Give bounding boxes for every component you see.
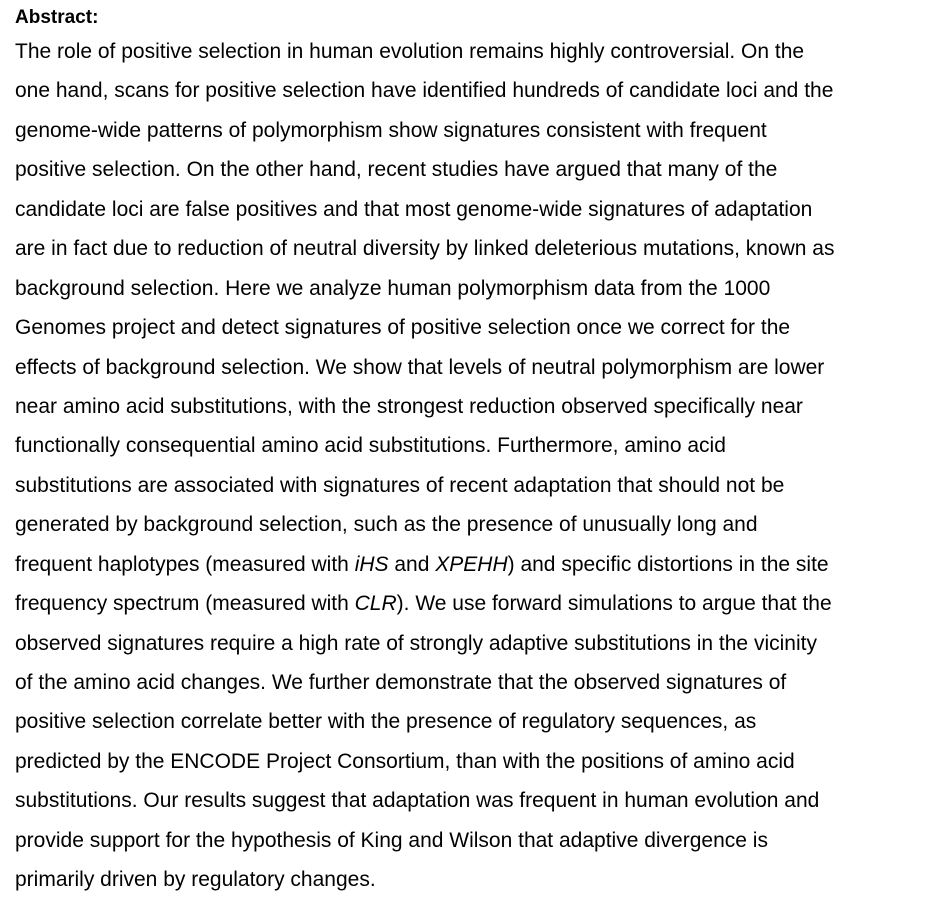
text-segment: ). We use forward simulations to argue that the [396, 592, 832, 616]
text-segment: are in fact due to reduction of neutral diversity by linked deleterious mutations, known as [15, 237, 835, 261]
abstract-line [15, 742, 917, 781]
abstract-line [15, 702, 917, 741]
italic-term: XPEHH [435, 552, 508, 576]
abstract-line [15, 466, 917, 505]
abstract-line [15, 190, 917, 229]
text-segment: positive selection. On the other hand, recent studies have argued that many of the [15, 158, 778, 182]
text-segment: substitutions. Our results suggest that adaptation was frequent in human evolution and [15, 789, 820, 813]
abstract-line [15, 663, 917, 702]
abstract-line [15, 71, 917, 110]
italic-term: iHS [354, 552, 389, 576]
text-segment: substitutions are associated with signatures of recent adaptation that should not be [15, 473, 785, 497]
text-segment: of the amino acid changes. We further demonstrate that the observed signatures of [15, 671, 787, 694]
abstract-line [15, 860, 917, 899]
text-segment: frequent haplotypes (measured with [15, 552, 355, 576]
abstract-heading: Abstract: [15, 7, 99, 28]
text-segment: ) and specific distortions in the site [507, 552, 829, 576]
text-segment: near amino acid substitutions, with the strongest reduction observed specifically near [15, 394, 803, 418]
text-segment: generated by background selection, such as the presence of unusually long and [15, 513, 758, 537]
text-segment: primarily driven by regulatory changes. [15, 868, 376, 892]
abstract-line [15, 624, 917, 663]
text-segment: positive selection correlate better with the presence of regulatory sequences, as [15, 710, 757, 734]
abstract-line [15, 584, 917, 623]
text-segment: The role of positive selection in human evolution remains highly controversial. On the [15, 40, 805, 63]
abstract-body [15, 32, 917, 900]
text-segment: and [388, 552, 436, 576]
text-segment: one hand, scans for positive selection have identified hundreds of candidate loci and the [15, 79, 834, 103]
abstract-line [15, 348, 917, 387]
abstract-line [15, 505, 917, 544]
text-segment: observed signatures require a high rate of strongly adaptive substitutions in the vicinity [15, 631, 817, 655]
text-segment: effects of background selection. We show that levels of neutral polymorphism are lower [15, 355, 825, 379]
text-segment: predicted by the ENCODE Project Consortium, than with the positions of amino acid [15, 749, 795, 773]
abstract-line [15, 229, 917, 268]
text-segment: genome-wide patterns of polymorphism show signatures consistent with frequent [15, 118, 767, 142]
text-segment: candidate loci are false positives and that most genome-wide signatures of adaptation [15, 197, 813, 221]
abstract-line [15, 111, 917, 150]
abstract-line [15, 32, 917, 71]
text-segment: functionally consequential amino acid substitutions. Furthermore, amino acid [15, 434, 726, 458]
italic-term: CLR [354, 592, 397, 616]
abstract-line [15, 150, 917, 189]
text-segment: provide support for the hypothesis of King and Wilson that adaptive divergence is [15, 828, 768, 852]
abstract-line [15, 269, 917, 308]
text-segment: background selection. Here we analyze human polymorphism data from the 1000 [15, 276, 771, 300]
abstract-line [15, 426, 917, 465]
abstract-line [15, 821, 917, 860]
text-segment: frequency spectrum (measured with [15, 592, 355, 616]
abstract-line [15, 781, 917, 820]
text-segment: Genomes project and detect signatures of positive selection once we correct for the [15, 316, 791, 340]
abstract-line [15, 545, 917, 584]
abstract-line [15, 387, 917, 426]
abstract-line [15, 308, 917, 347]
